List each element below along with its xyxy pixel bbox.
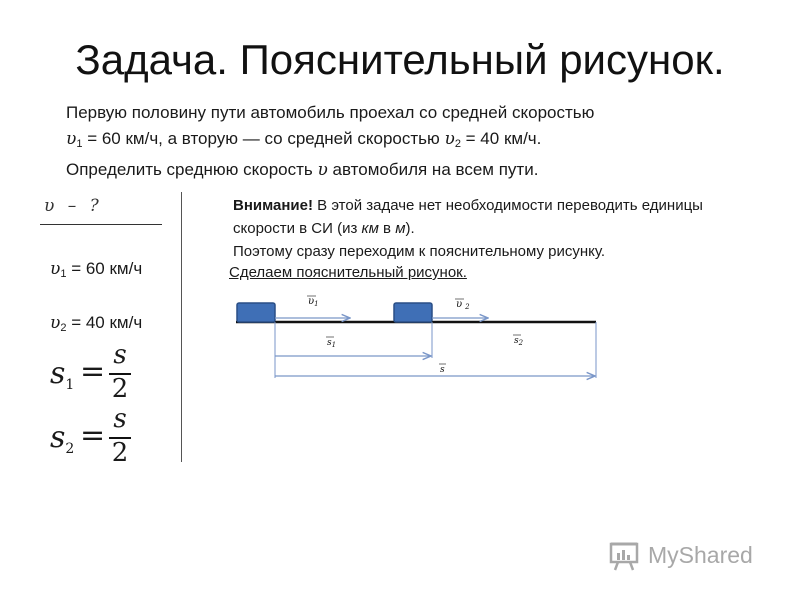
velocity-symbol: υ bbox=[317, 160, 328, 180]
unknown-quantity: υ – ? bbox=[44, 196, 103, 216]
attention-text: В этой задаче нет необходимости переводить единицы скорости в СИ (из bbox=[233, 197, 703, 237]
formula-equals: = bbox=[80, 354, 106, 389]
s1-label: $s_1$ bbox=[327, 338, 337, 349]
watermark bbox=[608, 538, 768, 574]
presentation-board-icon bbox=[608, 538, 644, 574]
problem-text: = 40 км/ч. bbox=[460, 129, 542, 148]
fraction-numerator: s bbox=[113, 404, 127, 434]
formula-lhs: $s_1$ bbox=[50, 356, 75, 393]
attention-text: в bbox=[378, 220, 396, 237]
problem-text: автомобиля на всем пути. bbox=[327, 160, 539, 179]
velocity-symbol: υ bbox=[66, 129, 77, 149]
fraction-denominator: 2 bbox=[111, 438, 129, 468]
velocity-subscript: 2 bbox=[60, 322, 67, 334]
v1-label: $\upsilon_1$ bbox=[308, 296, 319, 308]
unit-m: м bbox=[395, 220, 406, 237]
problem-text: Определить среднюю скорость bbox=[66, 160, 318, 179]
attention-text: ). bbox=[405, 220, 415, 237]
fraction-denominator: 2 bbox=[111, 374, 129, 404]
slide-title: Задача. Пояснительный рисунок. bbox=[75, 36, 725, 83]
car-start-icon bbox=[237, 303, 275, 322]
fraction-numerator: s bbox=[113, 340, 127, 370]
sketch-caption: Сделаем пояснительный рисунок. bbox=[229, 264, 467, 281]
s-label: s bbox=[440, 365, 445, 375]
formula-equals: = bbox=[80, 418, 106, 453]
attention-label: Внимание! bbox=[233, 197, 313, 214]
car-middle-icon bbox=[394, 303, 432, 322]
attention-text: Поэтому сразу переходим к пояснительному рисунку. bbox=[233, 243, 606, 260]
velocity-subscript: 1 bbox=[76, 138, 83, 150]
problem-text: = 60 км/ч, а вторую — со средней скоростью bbox=[82, 129, 445, 148]
s2-label: $s_2$ bbox=[514, 336, 524, 347]
velocity-subscript: 1 bbox=[60, 268, 67, 280]
velocity-symbol: υ bbox=[50, 259, 61, 279]
velocity-subscript: 2 bbox=[454, 138, 461, 150]
unit-km: км bbox=[361, 220, 379, 237]
problem-line-1: Первую половину пути автомобиль проехал со средней скоростью bbox=[66, 103, 595, 122]
v2-label: υ $_2$ bbox=[456, 299, 470, 311]
formula-lhs: $s_2$ bbox=[50, 420, 75, 457]
watermark-text: MyShared bbox=[648, 542, 753, 568]
velocity-symbol: υ bbox=[50, 313, 61, 333]
velocity-symbol: υ bbox=[444, 129, 455, 149]
given-value: = 60 км/ч bbox=[66, 259, 143, 278]
given-value: = 40 км/ч bbox=[66, 313, 143, 332]
